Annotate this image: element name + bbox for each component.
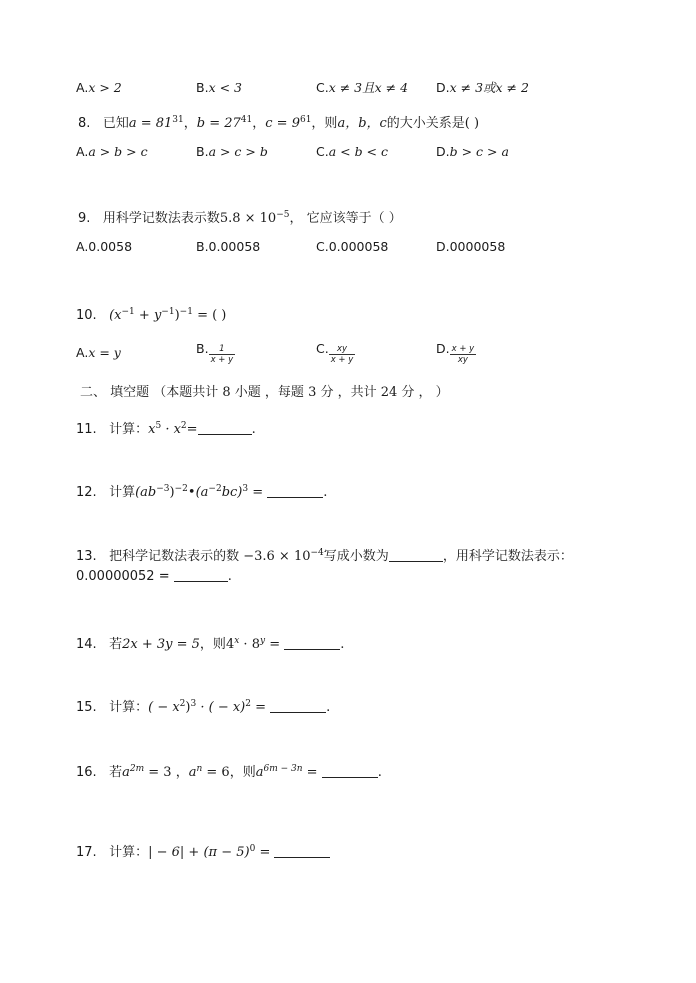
q8-number: 8. (78, 116, 91, 131)
q7-option-c: C.x ≠ 3且x ≠ 4 (316, 80, 409, 95)
q10-option-d: D. $\frac{x + y}{xy}$ (436, 341, 475, 365)
question-11: 11. 计算：$x^5 \cdot x^2=$ . (76, 421, 256, 437)
q13-answer-blank-2[interactable] (174, 569, 228, 582)
q9-option-b: B.0.00058 (196, 239, 261, 254)
q14-answer-blank[interactable] (284, 637, 340, 650)
question-16: 16. 若$a^{2m} = 3$ ，$a^n = 6$，则$a^{6m - 3n}$ = . (76, 764, 382, 780)
question-13-line-2: 0.00000052 = . (76, 569, 232, 584)
q10-option-b: B. $\frac{1}{x + y}$ (196, 341, 234, 365)
q8-option-c: C.a < b < c (316, 144, 388, 159)
q9-option-a: A.0.0058 (76, 239, 133, 254)
section-2-title: 二、 填空题 （本题共计 8 小题 ，每题 3 分 ，共计 24 分 ， ） (80, 385, 449, 400)
question-9: 9. 用科学记数法表示数$5.8 \times 10^{-5}$， 它应该等于（ ） (78, 210, 402, 226)
question-17: 17. 计算：| − $6| + (\pi - 5)^0$ = (76, 840, 330, 862)
q8-option-b: B.a > c > b (196, 144, 268, 159)
q12-answer-blank[interactable] (267, 485, 323, 498)
q7-option-a: A.x > 2 (76, 80, 122, 95)
q8-option-a: A.a > b > c (76, 144, 148, 159)
q10-option-a: A.x = y (76, 345, 121, 360)
question-13: 13. 把科学记数法表示的数 $-3.6 \times 10^{-4}$写成小数为 ，用科学记数法表示： (76, 548, 573, 564)
q11-answer-blank[interactable] (198, 422, 252, 435)
q13-answer-blank-1[interactable] (389, 549, 443, 562)
q7-option-b: B.x < 3 (196, 80, 242, 95)
q15-answer-blank[interactable] (270, 700, 326, 713)
question-10: 10. $(x^{-1} + y^{-1})^{-1}$ = ( ) (76, 307, 227, 323)
q9-option-d: D.0000058 (436, 239, 506, 254)
q10-option-c: C. $\frac{xy}{x + y}$ (316, 341, 354, 365)
question-8: 8. 已知$a = 81^{31}$，$b = 27^{41}$，$c = 9^{61}$，则a，b，c的大小关系是( ) (78, 115, 480, 131)
question-15: 15. 计算：( − $x^2)^3$ · ( − x)$^2$ = . (76, 699, 331, 715)
q8-text-pre: 已知 (102, 116, 129, 131)
q17-answer-blank[interactable] (274, 845, 330, 858)
q16-answer-blank[interactable] (322, 765, 378, 778)
q8-option-d: D.b > c > a (436, 144, 509, 159)
question-12: 12. 计算$(ab^{-3})^{-2}•(a^{-2}bc)^3$ = . (76, 484, 328, 500)
q7-option-d: D.x ≠ 3或x ≠ 2 (436, 80, 529, 95)
q9-option-c: C.0.000058 (316, 239, 389, 254)
question-14: 14. 若2x + 3y = 5，则$4^x \cdot 8^y$ = . (76, 636, 345, 652)
